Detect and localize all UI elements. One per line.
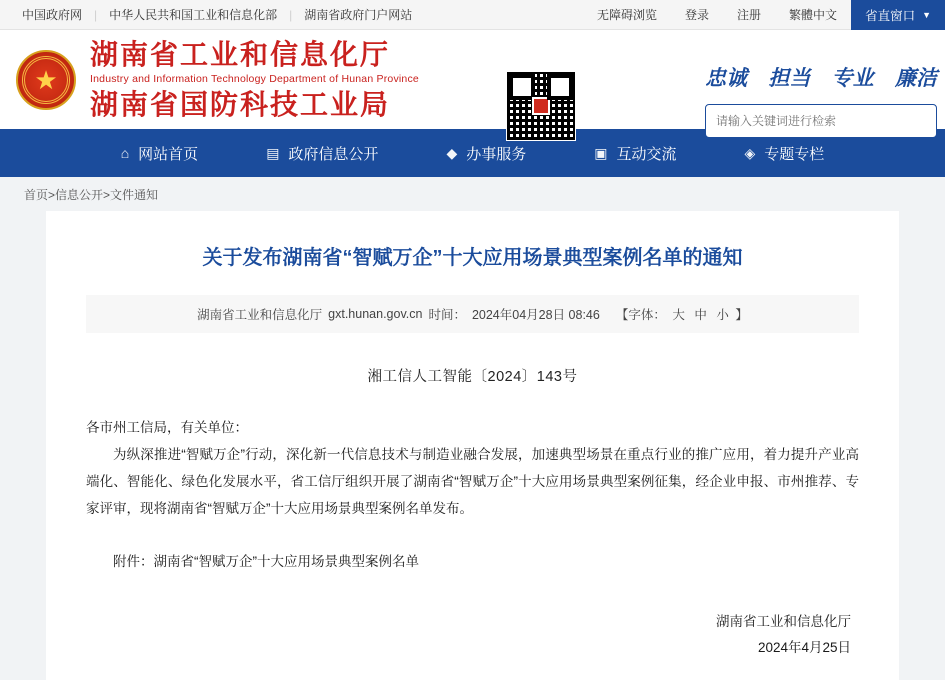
- article-paragraph-1: 为纵深推进“智赋万企”行动，深化新一代信息技术与制造业融合发展，加速典型场景在重点行业的推广应用，着力提升产业高端化、智能化、绿色化发展水平，省工信厅组织开展了湖南省“智赋万企”十大应用场景典型案例征集，经企业申报、市州推荐、专家评审，现将湖南省“智赋万企”十大应用场景典型案例名单发布。: [86, 447, 859, 516]
- chat-icon: ▣: [594, 144, 608, 161]
- topbar-link-traditional-chinese[interactable]: 繁體中文: [789, 8, 838, 22]
- emblem-star-icon: ★: [34, 64, 58, 95]
- service-icon: ◆: [446, 144, 458, 161]
- fontsize-label: 【字体：: [615, 308, 666, 322]
- article-time-value: 2024年04月28日 08:46: [471, 308, 600, 322]
- article-time-label: 时间：: [428, 308, 466, 322]
- site-title-block: [90, 38, 419, 121]
- signoff-organization: 湖南省工业和信息化厅: [716, 614, 851, 629]
- article-meta-bar: [86, 295, 859, 333]
- nav-label-topics: 专题专栏: [764, 145, 825, 163]
- fontsize-medium-button[interactable]: 中: [694, 308, 707, 322]
- article-domain: gxt.hunan.gov.cn: [328, 307, 423, 321]
- gov-window-dropdown[interactable]: [851, 0, 945, 30]
- slogan-word-2: 担当: [768, 67, 811, 90]
- signoff-date: 2024年4月25日: [757, 639, 851, 655]
- topbar-link-miit[interactable]: 中华人民共和国工业和信息化部: [109, 8, 278, 22]
- nav-item-home[interactable]: [87, 143, 232, 164]
- fontsize-close-bracket: 】: [735, 308, 748, 322]
- topbar-right-links: [583, 0, 945, 29]
- nav-label-home: 网站首页: [138, 145, 199, 163]
- topbar-link-china-gov[interactable]: 中国政府网: [22, 8, 83, 22]
- page-title: 关于发布湖南省“智赋万企”十大应用场景典型案例名单的通知: [202, 247, 743, 269]
- slogan-word-4: 廉洁: [894, 67, 937, 90]
- fontsize-controls: [616, 305, 748, 323]
- topbar-divider: |: [289, 7, 293, 22]
- topbar-link-hunan-gov[interactable]: 湖南省政府门户网站: [304, 8, 413, 22]
- article-attachment-line[interactable]: 附件：湖南省“智赋万企”十大应用场景典型案例名单: [113, 554, 419, 569]
- nav-item-gov-info[interactable]: [232, 143, 412, 164]
- layers-icon: ◈: [744, 144, 756, 161]
- breadcrumb[interactable]: 首页>信息公开>文件通知: [0, 177, 945, 211]
- topbar-link-login[interactable]: 登录: [685, 8, 710, 22]
- nav-label-services: 办事服务: [466, 145, 527, 163]
- search-input[interactable]: [716, 114, 926, 128]
- site-title-en: Industry and Information Technology Department of Hunan Province: [90, 73, 419, 85]
- slogan-word-3: 专业: [831, 67, 874, 90]
- site-title-cn-primary: 湖南省工业和信息化厅: [90, 38, 391, 70]
- document-number: 湘工信人工智能〔2024〕143号: [367, 369, 578, 385]
- search-box[interactable]: [705, 104, 937, 138]
- site-title-cn-secondary: 湖南省国防科技工业局: [90, 89, 391, 120]
- topbar-divider: |: [94, 7, 98, 22]
- national-emblem-logo: [16, 50, 76, 110]
- header-right-panel: [705, 62, 937, 138]
- article-source: 湖南省工业和信息化厅: [197, 308, 323, 322]
- home-icon: ⌂: [120, 145, 130, 161]
- article-card: [46, 211, 899, 680]
- article-body: [86, 414, 859, 522]
- topbar-link-register[interactable]: 注册: [737, 8, 762, 22]
- slogan-word-1: 忠诚: [705, 67, 747, 90]
- nav-item-interaction[interactable]: [560, 143, 710, 164]
- gov-window-label: 省直窗口: [865, 8, 916, 23]
- emblem-gear-ring: [22, 56, 70, 104]
- nav-label-gov-info: 政府信息公开: [288, 145, 379, 163]
- article-salutation: 各市州工信局，有关单位：: [86, 420, 248, 435]
- chevron-down-icon: ▼: [922, 9, 931, 20]
- topbar-left-links: [10, 6, 424, 23]
- qr-code-center-logo: [532, 97, 550, 115]
- document-icon: ▤: [266, 144, 280, 161]
- nav-label-interaction: 互动交流: [616, 145, 677, 163]
- fontsize-large-button[interactable]: 大: [672, 308, 685, 322]
- fontsize-small-button[interactable]: 小: [716, 308, 729, 322]
- nav-item-topics[interactable]: [710, 143, 858, 164]
- topbar-link-accessibility[interactable]: 无障碍浏览: [597, 8, 658, 22]
- top-utility-bar: [0, 0, 945, 30]
- qr-code-image: [506, 71, 576, 141]
- site-slogan: [705, 62, 937, 92]
- nav-item-services[interactable]: [412, 143, 560, 164]
- article-signoff: [86, 609, 859, 660]
- site-header: [0, 30, 945, 129]
